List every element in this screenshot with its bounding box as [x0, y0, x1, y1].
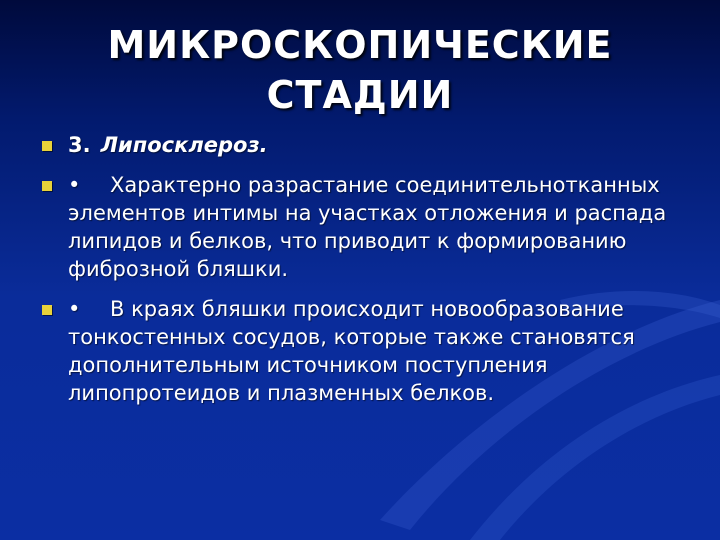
square-bullet-icon — [42, 181, 52, 191]
slide-title-line-1: МИКРОСКОПИЧЕСКИЕ — [107, 23, 613, 67]
inner-dot-bullet: • — [68, 297, 81, 321]
slide-title — [40, 20, 680, 120]
bullet-text: Характерно разрастание соединительнотканных элементов интимы на участках отложения и распада липидов и белков, что приводит к формированию фиброзной бляшки. — [68, 173, 667, 281]
bullet-item-liposclerosis — [42, 131, 682, 159]
bullet-text: В краях бляшки происходит новообразование тонкостенных сосудов, которые также становятся дополнительным источником поступления липопротеидов и плазменных белков. — [68, 297, 635, 405]
bullet-list — [42, 131, 682, 419]
bullet-item-fibrous-plaque — [42, 171, 682, 283]
stage-number: 3. — [68, 133, 91, 157]
stage-title: Липосклероз. — [100, 133, 268, 157]
bullet-item-neovascularization — [42, 295, 682, 407]
stage-heading — [68, 133, 268, 157]
square-bullet-icon — [42, 305, 52, 315]
slide-title-line-2: СТАДИИ — [266, 73, 454, 117]
square-bullet-icon — [42, 141, 52, 151]
inner-dot-bullet: • — [68, 173, 81, 197]
